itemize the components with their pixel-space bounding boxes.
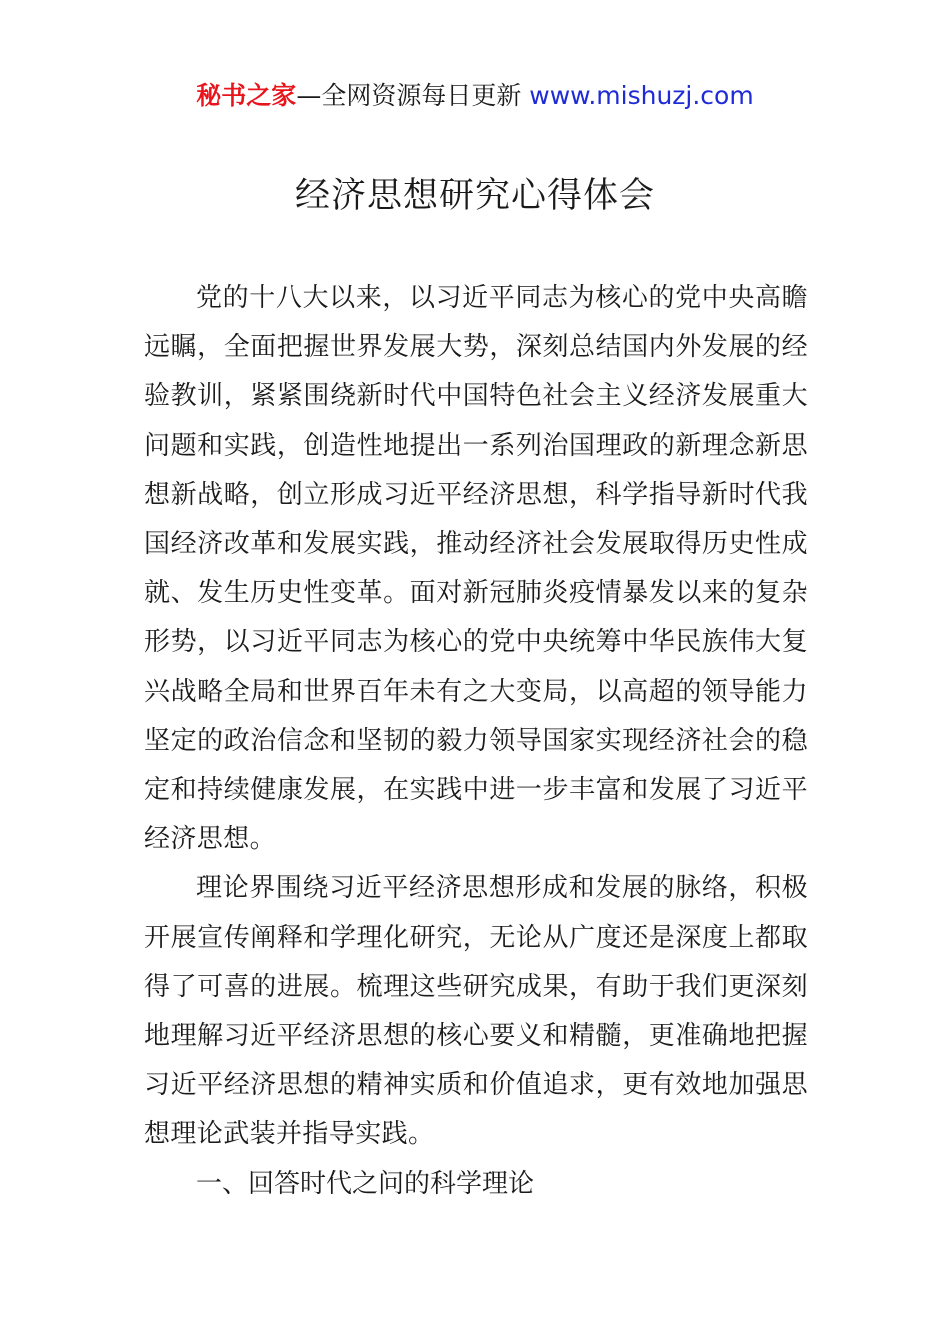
header-tagline: —全网资源每日更新: [296, 81, 522, 110]
document-title: 经济思想研究心得体会: [294, 176, 655, 216]
section-heading: 一、回答时代之问的科学理论: [196, 1168, 535, 1199]
site-url[interactable]: www.mishuzj.com: [529, 81, 754, 110]
paragraph-2: 理论界围绕习近平经济思想形成和发展的脉络，积极开展宣传阐释和学理化研究，无论从广度还是深度上都取得了可喜的进展。梳理这些研究成果，有助于我们更深刻地理解习近平经济思想的核心要义和精髓，更准确地把握习近平经济思想的精神实质和价值追求，更有效地加强思想理论武装并指导实践。: [144, 873, 808, 1150]
document-body: [144, 274, 808, 1209]
paragraph-1: 党的十八大以来，以习近平同志为核心的党中央高瞻远瞩，全面把握世界发展大势，深刻总结国内外发展的经验教训，紧紧围绕新时代中国特色社会主义经济发展重大问题和实践，创造性地提出一系列治国理政的新理念新思想新战略，创立形成习近平经济思想，科学指导新时代我国经济改革和发展实践，推动经济社会发展取得历史性成就、发生历史性变革。面对新冠肺炎疫情暴发以来的复杂形势，以习近平同志为核心的党中央统筹中华民族伟大复兴战略全局和世界百年未有之大变局，以高超的领导能力坚定的政治信念和坚韧的毅力领导国家实现经济社会的稳定和持续健康发展，在实践中进一步丰富和发展了习近平经济思想。: [144, 283, 808, 855]
site-header: [0, 80, 950, 112]
brand-name: 秘书之家: [196, 81, 297, 110]
